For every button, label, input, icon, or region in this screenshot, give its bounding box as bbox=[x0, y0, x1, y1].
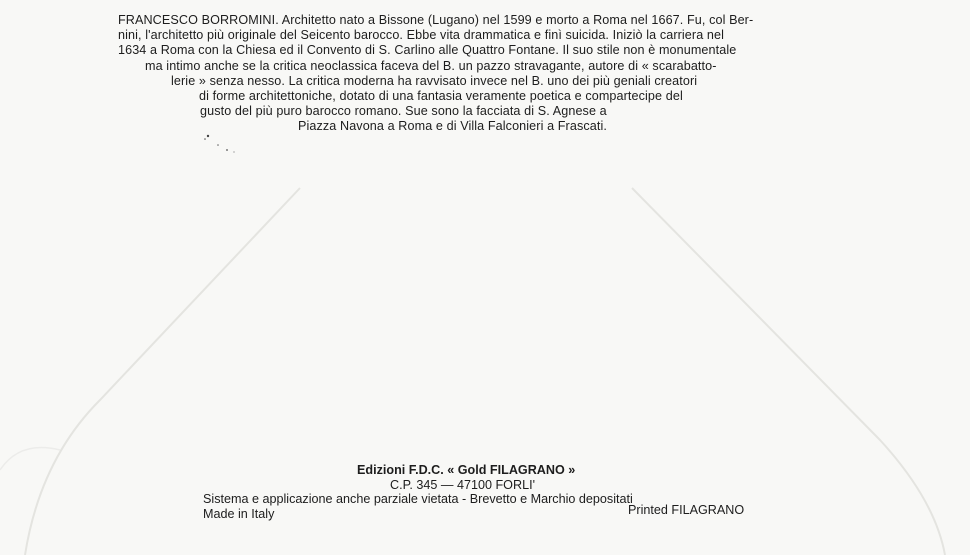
publisher-address: C.P. 345 — 47100 FORLI' bbox=[390, 478, 535, 492]
biography-line: FRANCESCO BORROMINI. Architetto nato a Bissone (Lugano) nel 1599 e morto a Roma nel 1667. Fu, col Ber- bbox=[118, 13, 754, 27]
publisher-title: Edizioni F.D.C. « Gold FILAGRANO » bbox=[357, 463, 576, 477]
biography-line: Piazza Navona a Roma e di Villa Falconieri a Frascati. bbox=[298, 119, 607, 134]
rights-notice: Sistema e applicazione anche parziale vietata - Brevetto e Marchio depositati bbox=[203, 492, 633, 506]
bottom-flap-shade bbox=[0, 448, 60, 471]
biography-line: 1634 a Roma con la Chiesa ed il Convento di S. Carlino alle Quattro Fontane. Il suo stile non è monumentale bbox=[118, 43, 737, 58]
printer-label: Printed FILAGRANO bbox=[628, 503, 745, 517]
ink-specks bbox=[200, 130, 240, 155]
biography-line: ma intimo anche se la critica neoclassica faceva del B. un pazzo stravagante, autore di « scarabatto- bbox=[145, 58, 717, 73]
origin-label: Made in Italy bbox=[203, 507, 275, 521]
biography-line: gusto del più puro barocco romano. Sue sono la facciata di S. Agnese a bbox=[200, 104, 607, 119]
biography-line: lerie » senza nesso. La critica moderna ha ravvisato invece nel B. uno dei più geniali creatori bbox=[171, 73, 698, 88]
biography-text bbox=[108, 13, 868, 135]
biography-line: nini, l'architetto più originale del Seicento barocco. Ebbe vita drammatica e finì suicida. Iniziò la carriera nel bbox=[118, 28, 725, 43]
biography-line: di forme architettoniche, dotato di una fantasia veramente poetica e compartecipe del bbox=[199, 89, 683, 104]
right-flap-fold bbox=[632, 188, 945, 555]
